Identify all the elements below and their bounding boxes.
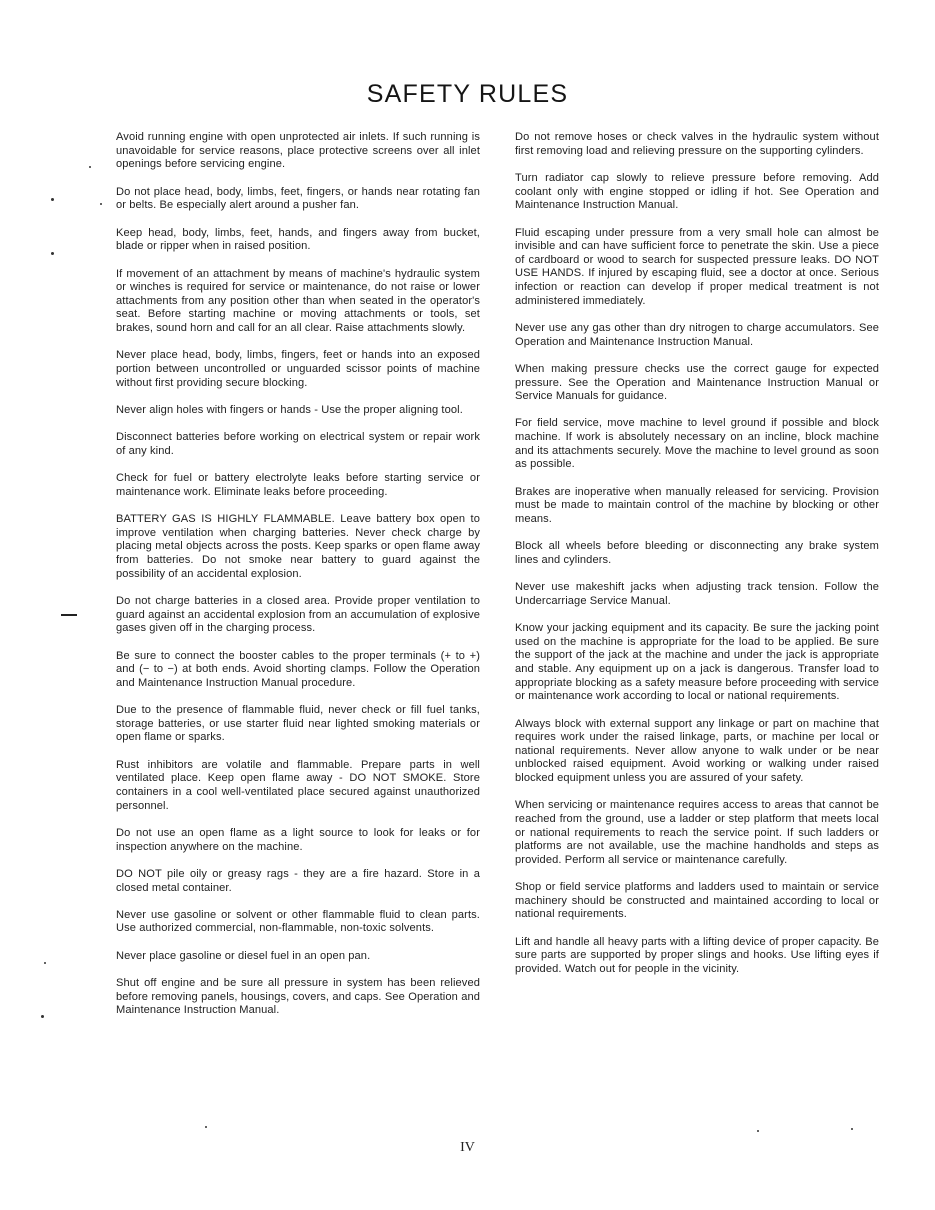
safety-rule: Disconnect batteries before working on electrical system or repair work of any kind. xyxy=(116,431,480,457)
safety-rule: Know your jacking equipment and its capacity. Be sure the jacking point used on the machine is appropriate for the load to be applied. Be sure the support of the jack at the machine and under the jack is appropriate and stable. Any equipment up on a jack is dangerous. Transfer load to appropriate blocking as a safety measure before proceeding with service or maintenance work according to local or national requirements. xyxy=(515,622,879,703)
scan-speck xyxy=(51,252,54,255)
safety-rule: Never use any gas other than dry nitrogen to charge accumulators. See Operation and Maintenance Instruction Manual. xyxy=(515,321,879,348)
safety-rule: Never align holes with fingers or hands - Use the proper aligning tool. xyxy=(116,403,463,416)
scan-speck xyxy=(851,1128,853,1130)
safety-rule: Do not remove hoses or check valves in the hydraulic system without first removing load and relieving pressure on the supporting cylinders. xyxy=(515,131,879,157)
safety-rule: Never use makeshift jacks when adjusting track tension. Follow the Undercarriage Service Manual. xyxy=(515,581,879,607)
scan-speck xyxy=(89,166,91,168)
scan-speck xyxy=(205,1126,207,1128)
safety-rule: Never use gasoline or solvent or other flammable fluid to clean parts. Use authorized commercial, non-flammable, non-toxic solvents. xyxy=(116,908,480,935)
page-number: IV xyxy=(460,1140,475,1155)
scan-speck xyxy=(51,198,54,201)
left-column xyxy=(116,131,480,1032)
safety-rule: Rust inhibitors are volatile and flammable. Prepare parts in well ventilated place. Keep open flame away - DO NOT SMOKE. Store containers in a cool well-ventilated place secured against unauthorized personnel. xyxy=(116,758,480,812)
safety-rule: Block all wheels before bleeding or disconnecting any brake system lines and cylinders. xyxy=(515,540,879,566)
safety-rule: Be sure to connect the booster cables to the proper terminals (+ to +) and (− to −) at both ends. Avoid shorting clamps. Follow the Operation and Maintenance Instruction Manual procedure. xyxy=(116,649,480,689)
safety-rule: Brakes are inoperative when manually released for servicing. Provision must be made to maintain control of the machine by blocking or other means. xyxy=(515,485,879,525)
safety-rule: For field service, move machine to level ground if possible and block machine. If work is absolutely necessary on an incline, block machine and its attachments securely. Move the machine to level ground as soon as possible. xyxy=(515,417,879,471)
safety-rule: Do not use an open flame as a light source to look for leaks or for inspection anywhere on the machine. xyxy=(116,826,480,853)
safety-rule: Never place head, body, limbs, fingers, feet or hands into an exposed portion between uncontrolled or unguarded scissor points of machine without first providing secure blocking. xyxy=(116,349,480,389)
safety-rule: Do not charge batteries in a closed area. Provide proper ventilation to guard against an accidental explosion from an accumulation of explosive gases given off in the charging process. xyxy=(116,595,480,635)
safety-rule: DO NOT pile oily or greasy rags - they are a fire hazard. Store in a closed metal container. xyxy=(116,867,480,894)
right-column xyxy=(515,131,879,990)
safety-rule: Due to the presence of flammable fluid, never check or fill fuel tanks, storage batteries, or use starter fluid near lighted smoking materials or open flame or sparks. xyxy=(116,704,480,744)
safety-rule: If movement of an attachment by means of machine's hydraulic system or winches is required for service or maintenance, do not raise or lower attachments from any position other than when seated in the operator's seat. Before starting machine or moving attachments or tools, set brakes, sound horn and call for an all clear. Raise attachments slowly. xyxy=(116,267,480,334)
safety-rule: Avoid running engine with open unprotected air inlets. If such running is unavoidable for service reasons, place protective screens over all inlet openings before servicing engine. xyxy=(116,131,480,171)
safety-rule: Always block with external support any linkage or part on machine that requires work under the raised linkage, parts, or machine per local or national requirements. Never allow anyone to walk under or be near unblocked raised equipment. Avoid working or walking under raised blocked equipment unless you are assured of your safety. xyxy=(515,717,879,784)
safety-rule: BATTERY GAS IS HIGHLY FLAMMABLE. Leave battery box open to improve ventilation when charging batteries. Never check charge by placing metal objects across the posts. Keep sparks or open flame away from batteries. Do not smoke near battery to guard against the possibility of an accidental explosion. xyxy=(116,513,480,580)
safety-rule: Lift and handle all heavy parts with a lifting device of proper capacity. Be sure parts are supported by proper slings and hooks. Use lifting eyes if provided. Watch out for people in the vicinity. xyxy=(515,935,879,975)
safety-rule: When servicing or maintenance requires access to areas that cannot be reached from the ground, use a ladder or step platform that meets local or national requirements to reach the service point. If such ladders or platforms are not available, use the machine handholds and steps as provided. Perform all service or maintenance carefully. xyxy=(515,799,879,866)
safety-rule: Turn radiator cap slowly to relieve pressure before removing. Add coolant only with engine stopped or idling if hot. See Operation and Maintenance Instruction Manual. xyxy=(515,171,879,212)
safety-rule: Fluid escaping under pressure from a very small hole can almost be invisible and can have sufficient force to penetrate the skin. Use a piece of cardboard or wood to search for suspected pressure leaks. DO NOT USE HANDS. If injured by escaping fluid, see a doctor at once. Serious infection or reaction can develop if proper medical treatment is not administered immediately. xyxy=(515,226,879,307)
scan-speck xyxy=(44,962,46,964)
safety-rule: Keep head, body, limbs, feet, hands, and fingers away from bucket, blade or ripper when in raised position. xyxy=(116,226,480,253)
safety-rule: When making pressure checks use the correct gauge for expected pressure. See the Operation and Maintenance Instruction Manual or Service Manuals for guidance. xyxy=(515,362,879,403)
safety-rule: Shut off engine and be sure all pressure in system has been relieved before removing panels, housings, covers, and caps. See Operation and Maintenance Instruction Manual. xyxy=(116,977,480,1017)
safety-rule: Shop or field service platforms and ladders used to maintain or service machinery should be constructed and maintained according to local or national requirements. xyxy=(515,881,879,921)
safety-rule: Do not place head, body, limbs, feet, fingers, or hands near rotating fan or belts. Be especially alert around a pusher fan. xyxy=(116,185,480,212)
scan-speck xyxy=(757,1130,759,1132)
scan-speck xyxy=(41,1015,44,1018)
scan-mark xyxy=(61,614,77,616)
scan-speck xyxy=(100,203,102,205)
safety-rule: Check for fuel or battery electrolyte leaks before starting service or maintenance work. Eliminate leaks before proceeding. xyxy=(116,472,480,498)
safety-rule: Never place gasoline or diesel fuel in an open pan. xyxy=(116,949,371,962)
page-title: SAFETY RULES xyxy=(366,80,569,108)
